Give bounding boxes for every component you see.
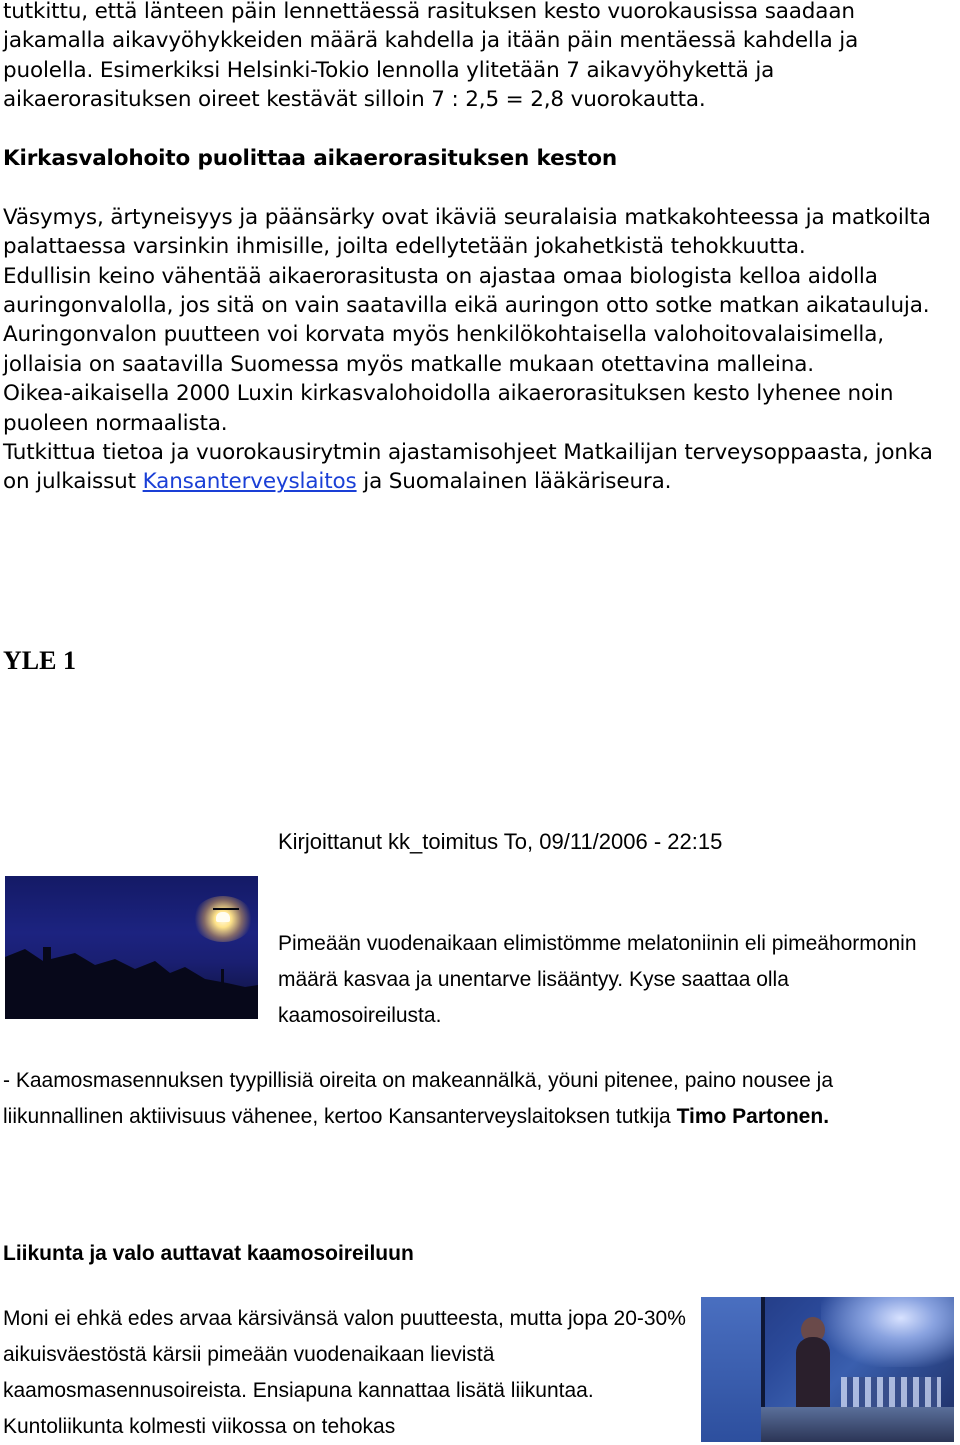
intro-paragraph: Edullisin keino vähentää aikaerorasitusta on ajastaa omaa biologista kelloa aidolla auringonvalolla, jos sitä on vain saatavilla eikä auringon otto sotke matkan aikatauluja. [3, 263, 930, 319]
buildings-silhouette [5, 939, 258, 1019]
article-byline: Kirjoittanut kk_toimitus To, 09/11/2006 - 22:15 [278, 829, 723, 854]
article-lead: Pimeään vuodenaikaan elimistömme melatoniinin eli pimeähormonin määrä kasvaa ja unentarve lisääntyy. Kyse saattaa olla kaamosoireilusta. [278, 932, 917, 1027]
shop-window [701, 1297, 765, 1442]
intro-paragraph: Väsymys, ärtyneisyys ja päänsärky ovat ikäviä seuralaisia matkakohteessa ja matkoilta palattaessa varsinkin ihmisille, joilta edellytetään jokahetkistä tehokkuutta. [3, 204, 931, 260]
article-body: Moni ei ehkä edes arvaa kärsivänsä valon puutteesta, mutta jopa 20-30% aikuisväestöstä kärsii pimeään vuodenaikaan lievistä kaamosmasennusoireista. Ensiapuna kannattaa lisätä liikuntaa. Kuntoliikunta kolmesti viikossa on tehokas [3, 1307, 686, 1438]
quote-text: - Kaamosmasennuksen tyypillisiä oireita on makeannälkä, yöuni pitenee, paino nousee ja liikunnallinen aktiivisuus vähenee, kertoo Kansanterveyslaitoksen tutkija [3, 1069, 834, 1128]
lamp-arm [213, 908, 239, 910]
kansanterveyslaitos-link[interactable]: Kansanterveyslaitos [142, 469, 357, 495]
shop-counter [761, 1407, 954, 1442]
intro-subheading: Kirkasvalohoito puolittaa aikaerorasituksen keston [3, 146, 618, 172]
intro-paragraph: Oikea-aikaisella 2000 Luxin kirkasvalohoidolla aikaerorasituksen kesto lyhenee noin puoleen normaalista. [3, 381, 894, 436]
shelf-items [841, 1377, 941, 1407]
ceiling-light [821, 1297, 954, 1367]
article-quote [3, 1063, 953, 1135]
article-subheading: Liikunta ja valo auttavat kaamosoireiluun [3, 1242, 414, 1265]
quote-person-name: Timo Partonen. [676, 1105, 830, 1128]
intro-paragraph: Auringonvalon puutteen voi korvata myös henkilökohtaisella valohoitovalaisimella, jollaisia on saatavilla Suomessa myös matkalle mukaan otettavina malleina. [3, 322, 884, 377]
intro-last-before: Tutkittua tietoa ja vuorokausirytmin ajastamisohjeet Matkailijan terveysoppaasta, jonka on julkaissut [3, 440, 933, 495]
intro-section [3, 0, 955, 497]
shop-interior-photo [701, 1297, 954, 1442]
intro-last-paragraph [3, 438, 955, 497]
street-lamp-night-photo [5, 876, 258, 1019]
lamp-bulb [216, 912, 230, 922]
intro-continuation: tutkittu, että länteen päin lennettäessä rasituksen kesto vuorokausissa saadaan jakamalla aikavyöhykkeiden määrä kahdella ja itään päin mentäessä kahdella ja puolella. Esimerkiksi Helsinki-Tokio lennolla ylitetään 7 aikavyöhykettä ja aikaerorasituksen oireet kestävät silloin 7 : 2,5 = 2,8 vuorokautta. [3, 0, 859, 113]
intro-last-after: ja Suomalainen lääkäriseura. [356, 469, 672, 495]
source-heading: YLE 1 [3, 646, 76, 675]
